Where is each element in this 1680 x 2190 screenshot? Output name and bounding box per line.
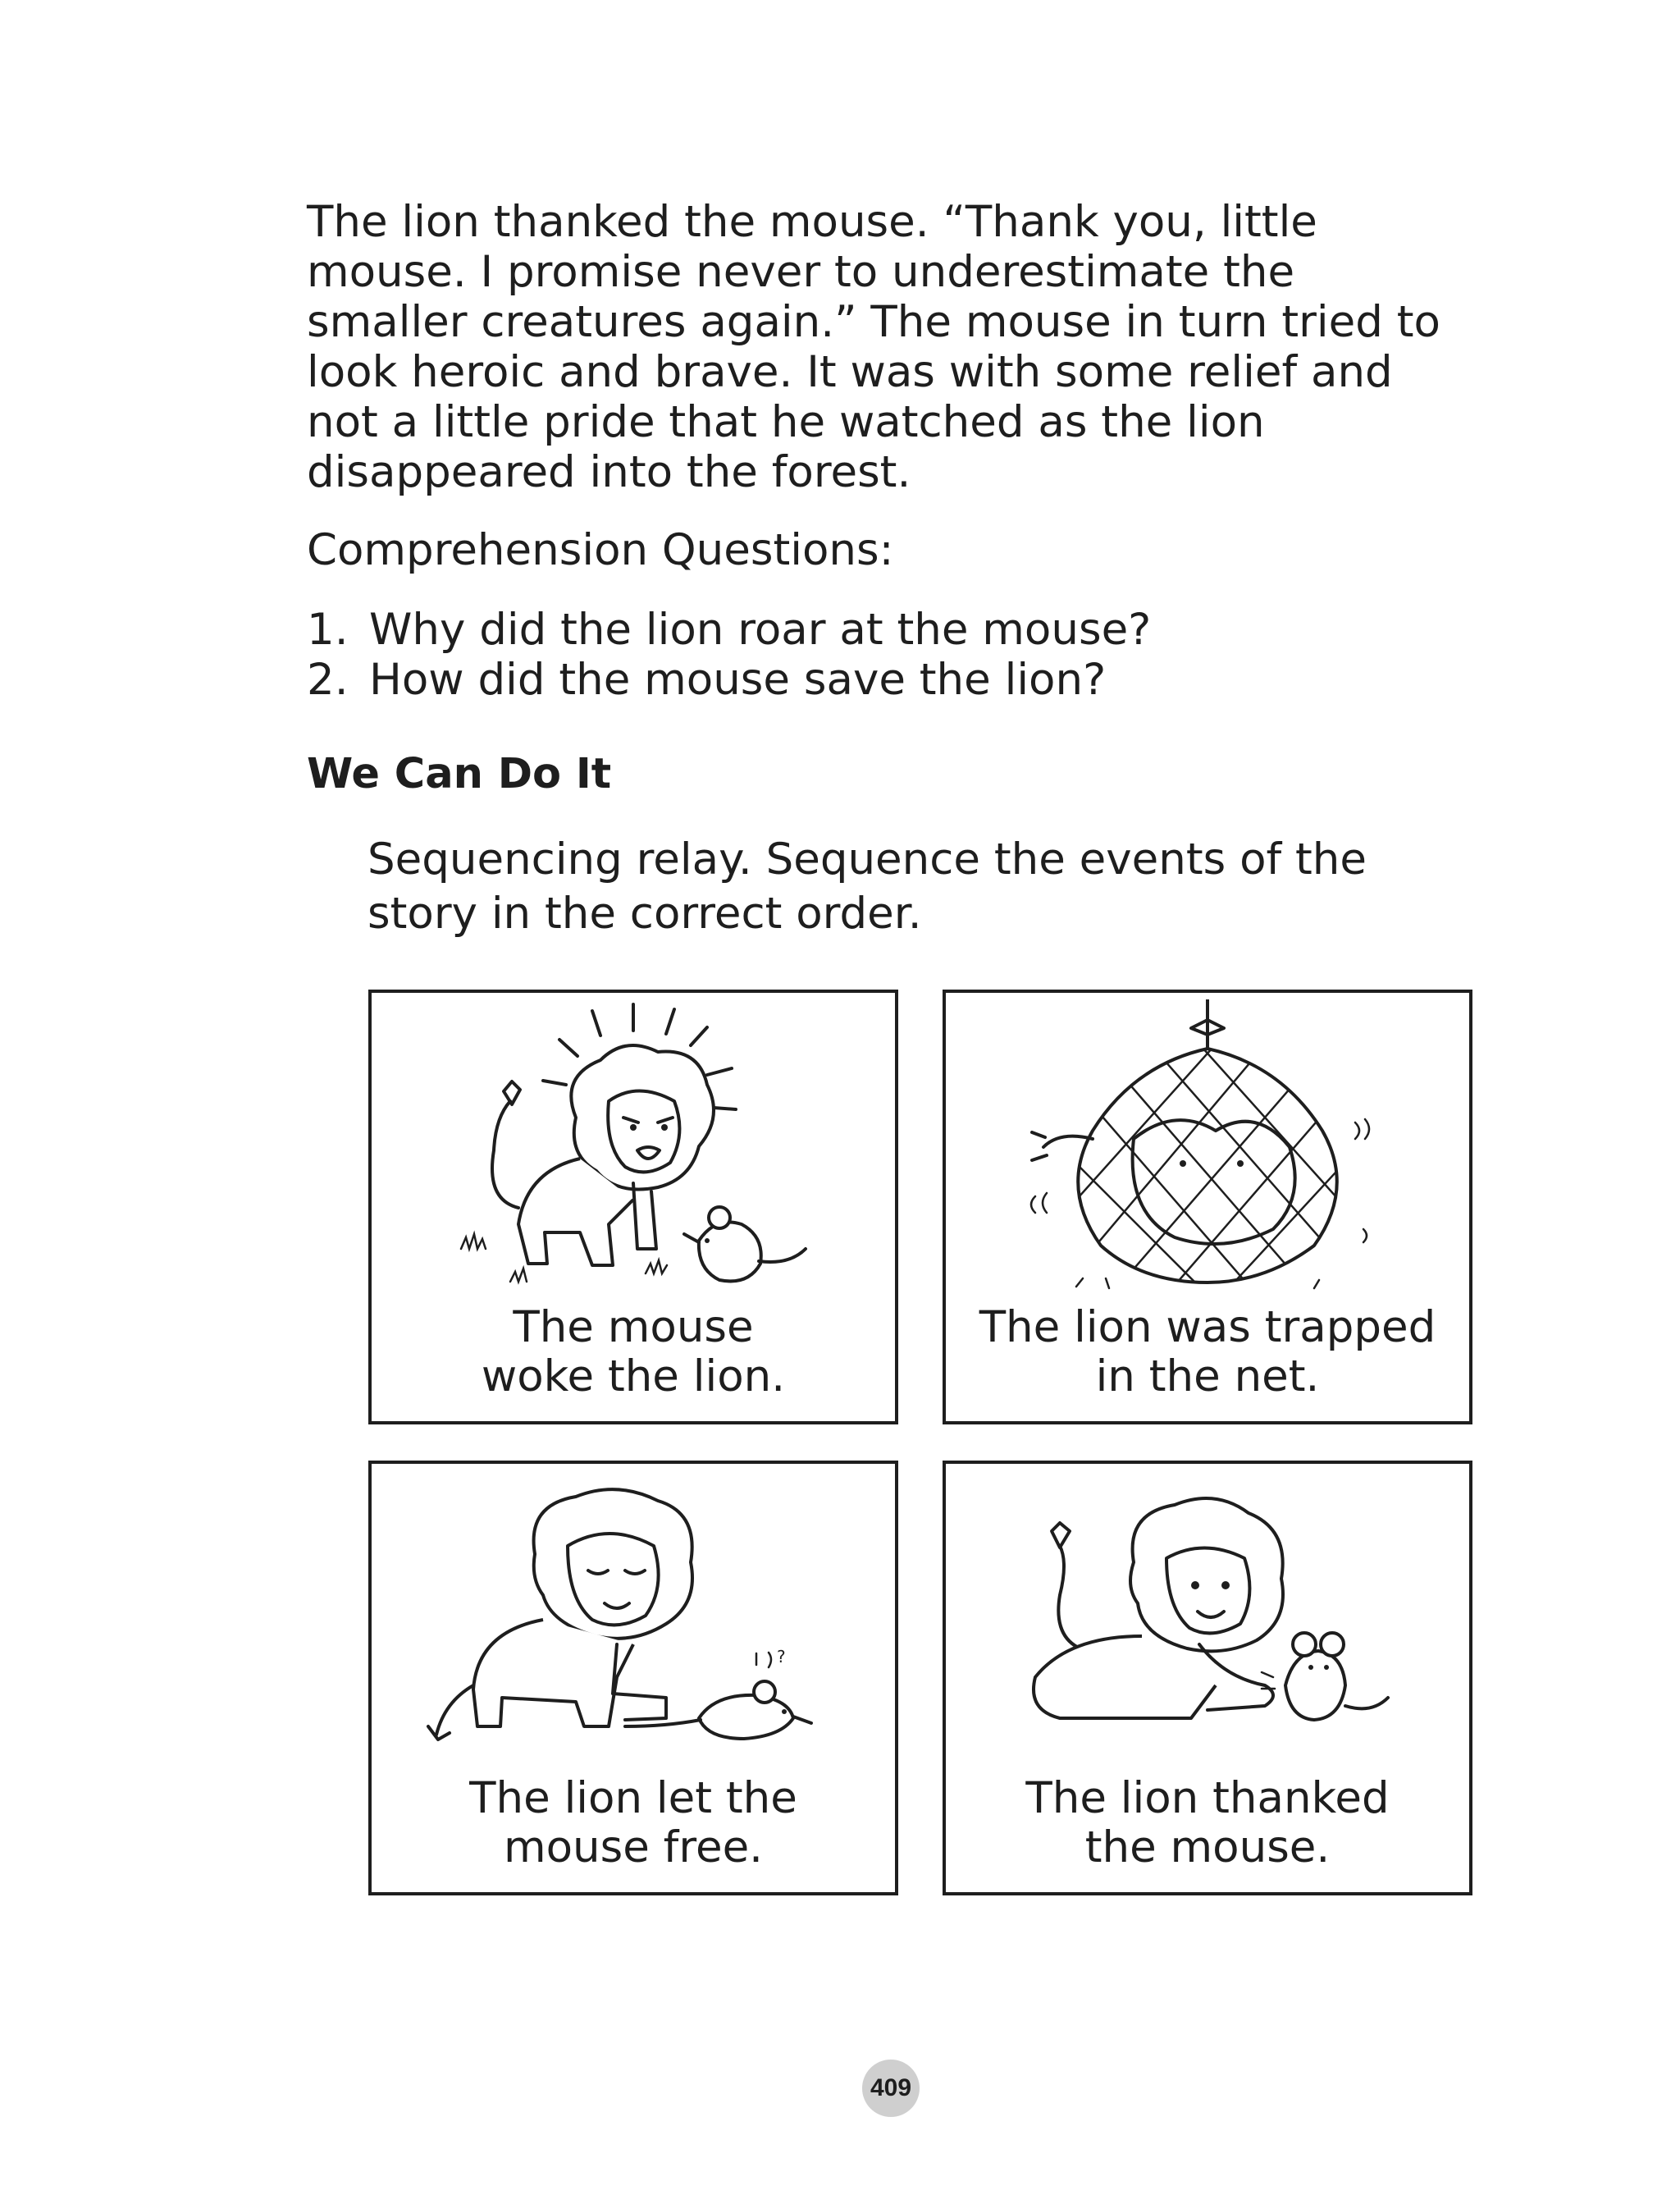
- lion-releasing-mouse-illustration: [420, 1480, 847, 1776]
- story-paragraph: The lion thanked the mouse. “Thank you, little mouse. I promise never to underestimate the smaller creatures again.” The mouse in turn tried to look heroic and brave. It was with some relief and not a little pride that he watched as the lion disappeared into the forest.: [307, 197, 1440, 497]
- lion-and-mouse-friends-illustration: [1002, 1480, 1413, 1776]
- question-item: [307, 655, 1151, 705]
- page-number: 409: [862, 2060, 920, 2117]
- lion-in-net-illustration: [1011, 999, 1404, 1303]
- card-caption: The lion was trapped in the net.: [979, 1302, 1436, 1401]
- activity-instructions: Sequencing relay. Sequence the events of the story in the correct order.: [368, 834, 1367, 939]
- question-item: [307, 605, 1151, 655]
- question-text: Why did the lion roar at the mouse?: [369, 605, 1152, 655]
- question-number: 2.: [307, 655, 349, 705]
- sequence-card-2[interactable]: [943, 990, 1472, 1424]
- section-title: We Can Do It: [307, 750, 612, 798]
- svg-text:?: ?: [777, 1647, 786, 1667]
- roaring-lion-illustration: [436, 1003, 830, 1314]
- question-text: How did the mouse save the lion?: [369, 655, 1107, 705]
- comprehension-heading: Comprehension Questions:: [307, 525, 894, 575]
- comprehension-questions: [307, 605, 1151, 705]
- sequence-card-3[interactable]: [368, 1461, 898, 1895]
- card-caption: The lion thanked the mouse.: [1025, 1773, 1390, 1872]
- sequence-card-1[interactable]: [368, 990, 898, 1424]
- card-caption: The lion let the mouse free.: [469, 1773, 797, 1872]
- sequence-card-4[interactable]: [943, 1461, 1472, 1895]
- question-number: 1.: [307, 605, 349, 655]
- card-caption: The mouse woke the lion.: [481, 1302, 786, 1401]
